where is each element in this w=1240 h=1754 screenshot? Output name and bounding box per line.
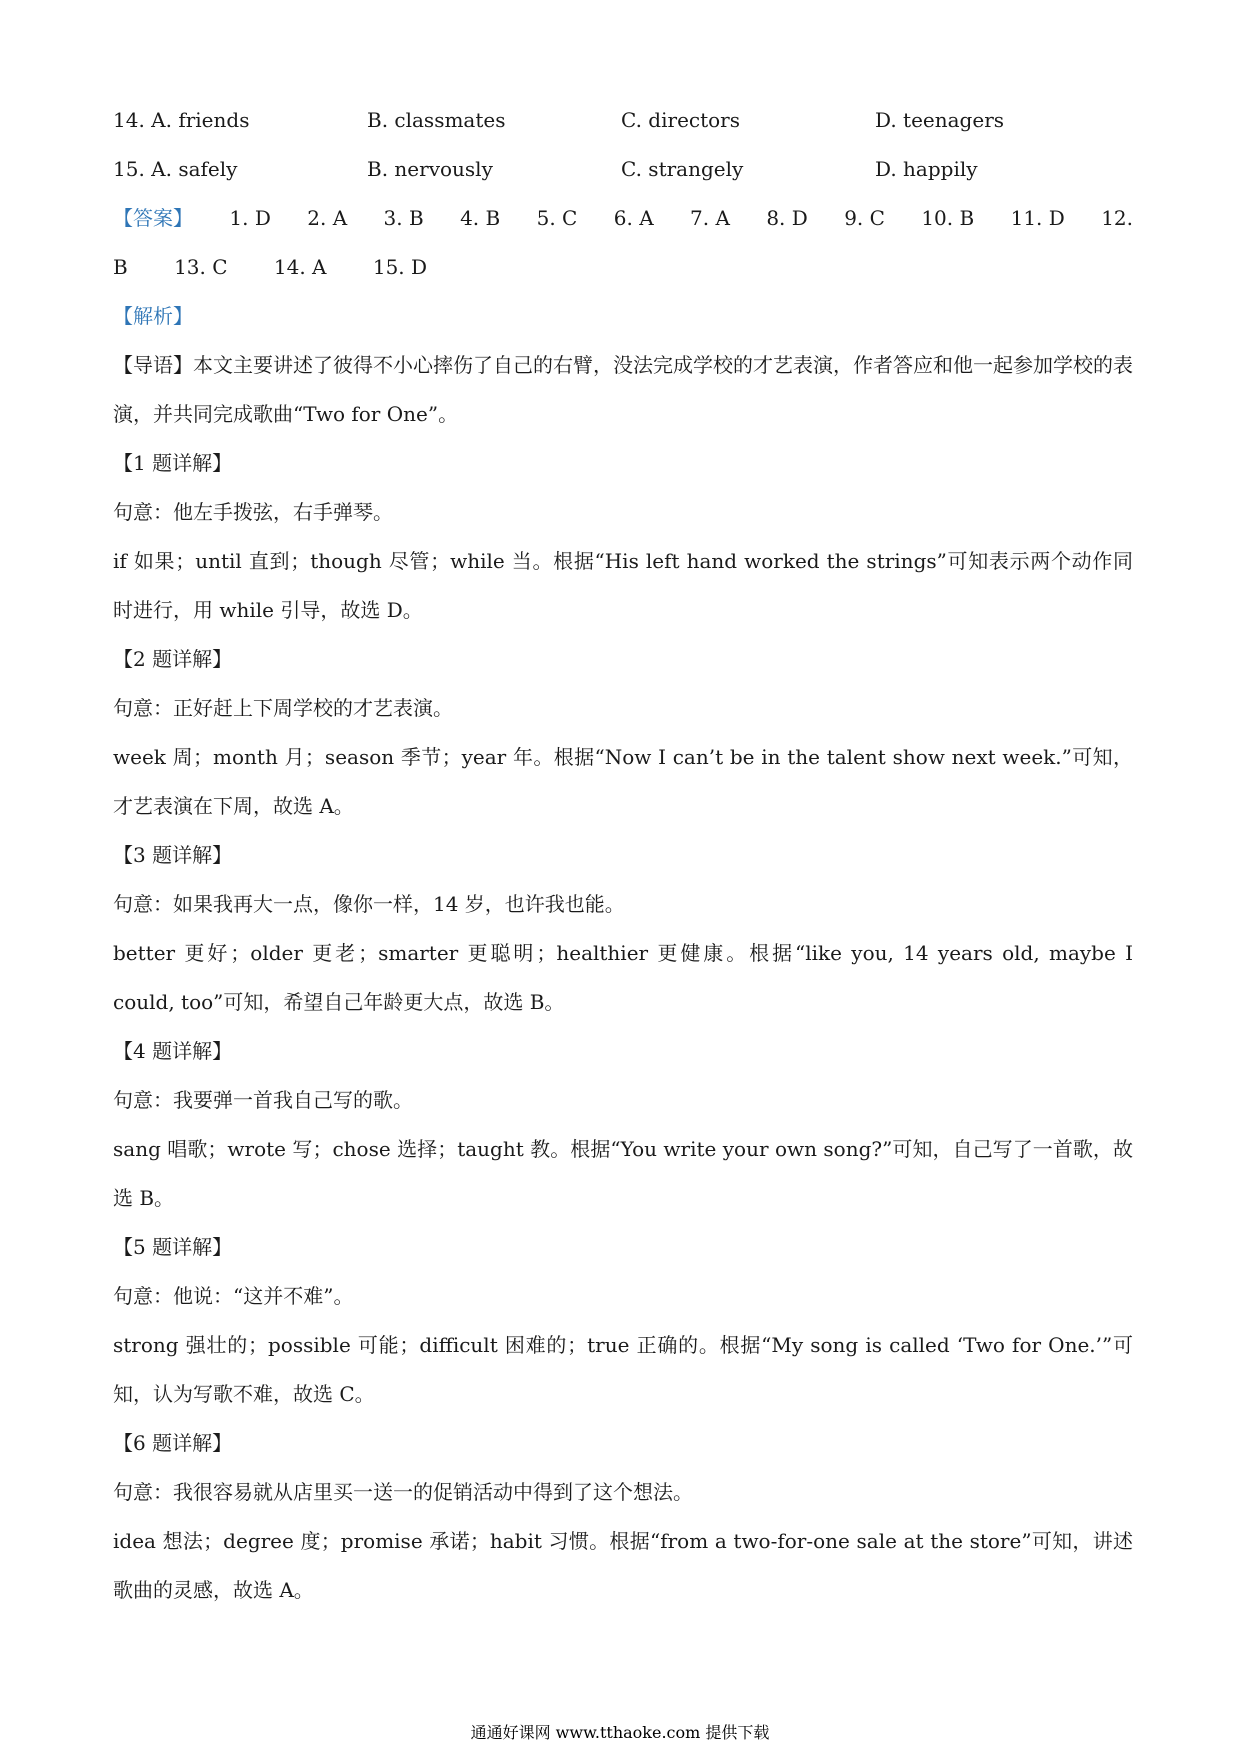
section-heading: 【5 题详解】 [113, 1235, 233, 1259]
section-heading: 【1 题详解】 [113, 451, 233, 475]
section-meaning: 句意：我很容易就从店里买一送一的促销活动中得到了这个想法。 [113, 1480, 693, 1504]
answer-item: 2. A [307, 206, 348, 230]
page-footer: 通通好课网 www.tthaoke.com 提供下载 [470, 1723, 770, 1742]
section-heading: 【2 题详解】 [113, 647, 233, 671]
answer-row-2 [113, 243, 1133, 292]
option-b: B. nervously [367, 157, 493, 181]
section-detail: strong 强壮的；possible 可能；difficult 困难的；true 正确的。根据“My song is called ‘Two for One.’”可知，认为写歌不难，故选 C。 [113, 1333, 1133, 1406]
section-6 [113, 1419, 1133, 1615]
document-body [113, 96, 1133, 1615]
option-a: 14. A. friends [113, 108, 250, 132]
section-heading: 【4 题详解】 [113, 1039, 233, 1063]
answer-item: 12. [1101, 206, 1133, 230]
section-detail: better 更好；older 更老；smarter 更聪明；healthier 更健康。根据“like you, 14 years old, maybe I could, too”可知，希望自己年龄更大点，故选 B。 [113, 941, 1133, 1014]
section-meaning: 句意：他说：“这并不难”。 [113, 1284, 354, 1308]
section-detail: idea 想法；degree 度；promise 承诺；habit 习惯。根据“from a two-for-one sale at the store”可知，讲述歌曲的灵感，故选 A。 [113, 1529, 1133, 1602]
answer-item: 7. A [690, 206, 730, 230]
section-3 [113, 831, 1133, 1027]
section-meaning: 句意：正好赶上下周学校的才艺表演。 [113, 696, 453, 720]
option-b: B. classmates [367, 108, 506, 132]
option-c: C. strangely [621, 157, 744, 181]
answer-row [113, 194, 1133, 243]
option-d: D. happily [875, 157, 978, 181]
option-c: C. directors [621, 108, 741, 132]
answer-item: 4. B [460, 206, 501, 230]
section-heading: 【6 题详解】 [113, 1431, 233, 1455]
section-4 [113, 1027, 1133, 1223]
answer-item: 8. D [766, 206, 808, 230]
answer-item: 11. D [1010, 206, 1065, 230]
answer-item: B [113, 255, 128, 279]
answer-item: 6. A [613, 206, 654, 230]
option-a: 15. A. safely [113, 157, 238, 181]
answer-label: 【答案】 [113, 206, 193, 230]
answer-item: 13. C [174, 255, 228, 279]
option-row-14 [113, 96, 1133, 145]
section-meaning: 句意：如果我再大一点，像你一样，14 岁，也许我也能。 [113, 892, 625, 916]
answer-item: 15. D [372, 255, 428, 279]
section-meaning: 句意：他左手拨弦，右手弹琴。 [113, 500, 393, 524]
analysis-label: 【解析】 [113, 304, 193, 328]
section-meaning: 句意：我要弹一首我自己写的歌。 [113, 1088, 413, 1112]
answer-item: 5. C [536, 206, 578, 230]
section-detail: if 如果；until 直到；though 尽管；while 当。根据“His left hand worked the strings”可知表示两个动作同时进行，用 while 引导，故选 D。 [113, 549, 1133, 622]
answer-item: 10. B [921, 206, 975, 230]
section-5 [113, 1223, 1133, 1419]
section-heading: 【3 题详解】 [113, 843, 233, 867]
option-d: D. teenagers [875, 108, 1005, 132]
intro-paragraph: 【导语】本文主要讲述了彼得不小心摔伤了自己的右臂，没法完成学校的才艺表演，作者答应和他一起参加学校的表演，并共同完成歌曲“Two for One”。 [113, 353, 1133, 426]
section-detail: sang 唱歌；wrote 写；chose 选择；taught 教。根据“You write your own song?”可知，自己写了一首歌，故选 B。 [113, 1137, 1133, 1210]
section-detail: week 周；month 月；season 季节；year 年。根据“Now I can’t be in the talent show next week.”可知，才艺表演在下周，故选 A。 [113, 745, 1133, 818]
answer-item: 9. C [844, 206, 885, 230]
answer-item: 3. B [383, 206, 424, 230]
option-row-15 [113, 145, 1133, 194]
section-2 [113, 635, 1133, 831]
answer-item: 1. D [229, 206, 271, 230]
section-1 [113, 439, 1133, 635]
answer-item: 14. A [273, 255, 327, 279]
